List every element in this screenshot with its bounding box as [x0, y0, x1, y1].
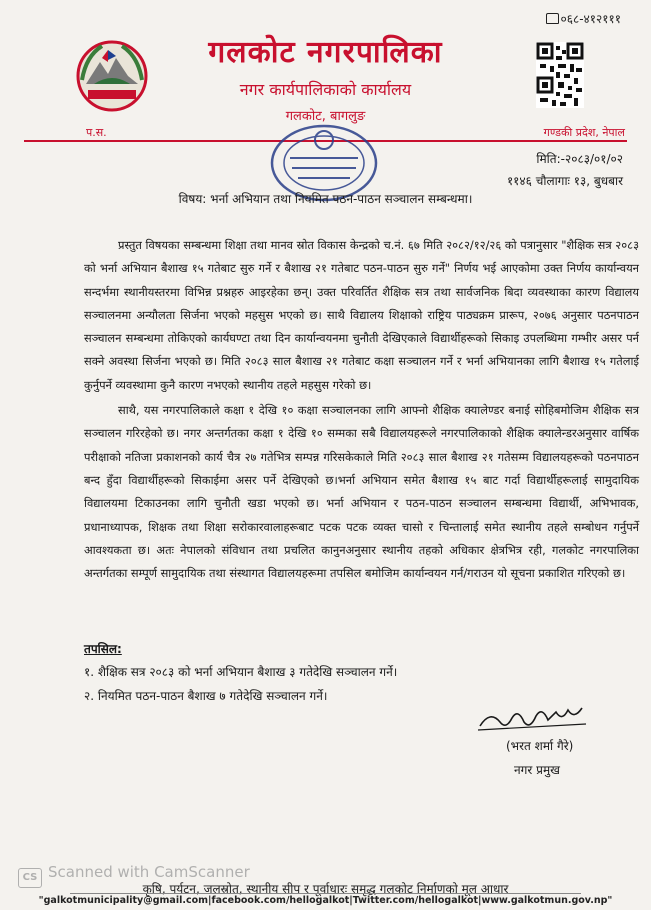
- municipality-name: गलकोट नगरपालिका: [208, 35, 443, 70]
- office-name: नगर कार्यपालिकाको कार्यालय: [239, 80, 412, 99]
- office-address: ११४६ चौलागाः १३, बुधबार: [506, 174, 623, 188]
- footer-motto: कृषि, पर्यटन, जलस्रोत, स्थानीय सीप र पूर्वाधारः समृद्ध गलकोट निर्माणको मूल आधार: [142, 882, 509, 896]
- tapasil-item: १. शैक्षिक सत्र २०८३ को भर्ना अभियान बैशाख ३ गतेदेखि सञ्चालन गर्ने।: [84, 665, 398, 679]
- body-paragraph-2: साथै, यस नगरपालिकाले कक्षा १ देखि १० कक्षा सञ्चालनका लागि आफ्नो शैक्षिक क्यालेण्डर बनाई सोहिबमोजिम शैक्षिक सत्र सञ्चालन गरिरहेको छ। नगर अन्तर्गतका कक्षा १ देखि १० सम्मका सबै विद्यालयहरूले नगरपालिकाको शैक्षिक क्यालेन्डरअनुसार वार्षिक परीक्षाको नतिजा प्रकाशनको कार्य चैत्र २७ गतेभित्र सम्पन्न गरिसकेकाले मिति २०८३ साल बैशाख २१ गतेसम्म विद्यालयहरूको पठनपाठन बन्द हुँदा विद्यार्थीहरूको सिकाईमा असर पर्ने देखिएको छ।भर्ना अभियान समेत बैशाख १५ बाट गर्दा विद्यार्थीहरूलाई सामुदायिक विद्यालयमा टिकाउनका लागि चुनौती खडा भएको छ। भर्ना अभियान र पठन-पाठन सञ्चालन सम्बन्धमा विद्यार्थी, अभिभावक, प्रधानाध्यापक, शिक्षक तथा शिक्षा सरोकारवालाहरूबाट पटक पटक व्यक्त चासो र चिन्तालाई समेत स्थानीय तहले सम्बोधन गर्नुपर्ने आवश्यकता छ। अतः नेपालको संविधान तथा प्रचलित कानुनअनुसार स्थानीय तहको अधिकार क्षेत्रभित्र रही, गलकोट नगरपालिका अन्तर्गतका सम्पूर्ण सामुदायिक तथा संस्थागत विद्यालयहरूमा तपसिल बमोजिम कार्यान्वयन गर्न/गराउन यो सूचना प्रकाशित गरिएको छ।: [84, 403, 639, 581]
- tapasil-item: २. नियमित पठन-पाठन बैशाख ७ गतेदेखि सञ्चालन गर्ने।: [84, 689, 328, 703]
- signatory-name: (भरत शर्मा गैरे): [506, 739, 574, 753]
- body-paragraph-1: प्रस्तुत विषयका सम्बन्धमा शिक्षा तथा मानव स्रोत विकास केन्द्रको च.नं. ६७ मिति २०८२/१२/२६ को पत्रानुसार "शैक्षिक सत्र २०८३ को भर्ना अभियान बैशाख १५ गतेबाट सुरु गर्ने र बैशाख २१ गतेबाट पठन-पाठन सुरु गर्ने" निर्णय भई आएकोमा उक्त निर्णय कार्यान्वयन सन्दर्भमा स्थानीयस्तरमा विभिन्न प्रश्नहरु आइरहेका छन्। उक्त परिवर्तित शैक्षिक सत्र तथा सार्वजनिक बिदा व्यवस्थाका कारण विद्यालय सञ्चालनमा अन्यौलता सिर्जना भएको महसुस भएको छ। साथै विद्यालय शिक्षाको राष्ट्रिय पाठ्यक्रम प्रारूप, २०७६ अनुसार पठनपाठन सञ्चालन सम्बन्धमा तोकिएको कार्यघण्टा तथा दिन कार्यान्वयनमा चुनौती देखिएकाले विद्यार्थीहरूको सिकाइ उपलब्धिमा गम्भीर असर पर्न सक्ने अवस्था सिर्जना भएको छ। मिति २०८३ साल बैशाख २१ गतेबाट कक्षा सञ्चालन गर्ने र भर्ना अभियानका लागि बैशाख १५ गतेलाई कुर्नुपर्ने व्यवस्थामा कुनै कारण नभएको स्थानीय तहले महसुस गरेको छ।: [84, 238, 639, 392]
- letter-body: [84, 234, 639, 585]
- office-location: गलकोट, बागलुङ: [285, 109, 366, 124]
- reference-number-label: प.स.: [86, 126, 107, 139]
- phone-text: ०६८-४१२१११: [560, 12, 621, 26]
- camscanner-text: Scanned with CamScanner: [48, 863, 250, 881]
- footer-divider: [70, 893, 581, 894]
- phone-number: [546, 10, 622, 27]
- footer-contacts: "galkotmunicipality@gmail.com|facebook.com/hellogalkot|Twitter.com/hellogalkot|www.galkotmun.gov.np": [38, 895, 613, 906]
- province-name: गण्डकी प्रदेश, नेपाल: [543, 126, 625, 139]
- telephone-icon: [546, 13, 559, 24]
- camscanner-logo-icon: CS: [18, 868, 42, 888]
- letter-date: मिति:-२०८३/०१/०२: [536, 152, 623, 166]
- signatory-position: नगर प्रमुख: [514, 763, 560, 777]
- tapasil-heading: तपसिल:: [84, 642, 122, 656]
- qr-code-icon: [536, 42, 584, 108]
- letter-subject: विषय: भर्ना अभियान तथा नियमित पठन-पाठन सञ्चालन सम्बन्धमा।: [178, 192, 473, 206]
- handwritten-signature: [476, 700, 592, 734]
